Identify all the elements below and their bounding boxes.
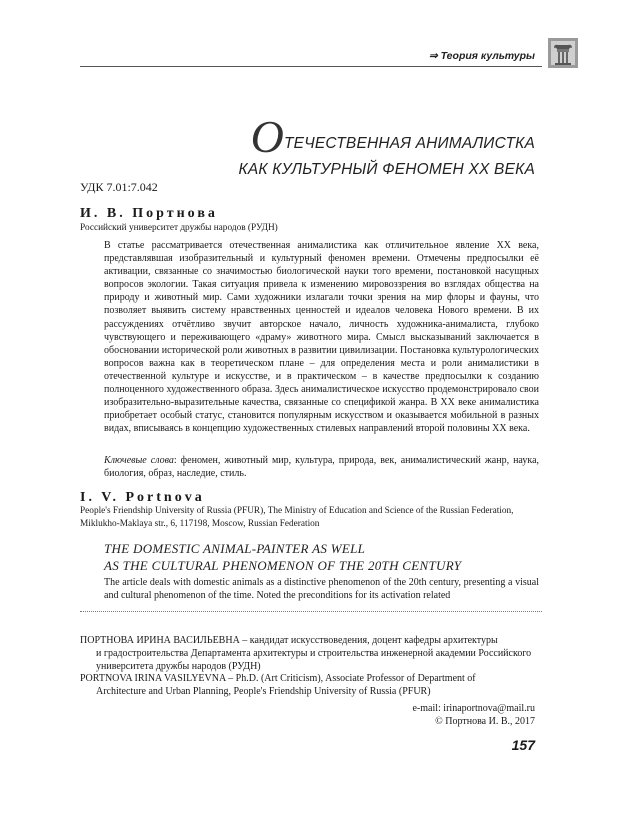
header-rule (80, 66, 542, 67)
author-en: I. V. Portnova (80, 490, 205, 505)
page-number: 157 (511, 737, 535, 753)
footnote-en-first: – Ph.D. (Art Criticism), Associate Professor of Department of (225, 673, 476, 684)
title-line-2: КАК КУЛЬТУРНЫЙ ФЕНОМЕН XX ВЕКА (238, 161, 535, 178)
keywords-label: Ключевые слова (104, 455, 174, 466)
footnote-ru-first: – кандидат искусствоведения, доцент кафедры архитектуры (239, 635, 498, 646)
title-en-line-2: AS THE CULTURAL PHENOMENON OF THE 20TH CENTURY (104, 558, 462, 573)
section-header: ⇒ Теория культуры (428, 50, 535, 62)
keywords-text: : феномен, животный мир, культура, природа, век, анималистический жанр, наука, биология, образ, наследие, стиль. (104, 455, 540, 480)
keywords-ru (104, 454, 539, 480)
title-en-line-1: THE DOMESTIC ANIMAL-PAINTER AS WELL (104, 541, 366, 556)
footnote-ru-name: ПОРТНОВА ИРИНА ВАСИЛЬЕВНА (80, 635, 240, 646)
email: e-mail: irinaportnova@mail.ru (412, 703, 535, 714)
footnote-en-name: PORTNOVA IRINA VASILYEVNA (80, 673, 226, 684)
footnote-ru-rest: и градостроительства Департамента архитектуры и строительства инженерной академии Российского университета дружбы народов (РУДН) (96, 648, 532, 672)
article-title (238, 111, 535, 180)
title-line-1: ТЕЧЕСТВЕННАЯ АНИМАЛИСТКА (283, 135, 535, 152)
footnote-en (80, 672, 542, 698)
footnote-divider (80, 611, 542, 612)
contact-block (412, 702, 535, 728)
affiliation-en: People's Friendship University of Russia (PFUR), The Ministry of Education and Science of the Russian Federation, Miklukho-Maklaya str., 6, 117198, Moscow, Russian Federation (80, 506, 514, 529)
abstract-ru-text: В статье рассматривается отечественная анималистика как отличительное явление XX века, представлявшая изобразительный и культурный феномен времени. Отмечены предпосылки её активации, связанные со значимостью биологической науки того времени, постановкой насущных вопросов экологии. Такая ситуация привела к изменению мировоззрения во взглядах общества на природу и животный мир. Сами художники излагали точки зрения на мир флоры и фауны, что позволяет выявить систему нравственных ценностей и идеалов человека Нового времени. В их рассуждениях отчётливо звучит авторское начало, личность художника-анималиста, глубоко чувствующего и переживающего «драму» животного мира. Смысл высказываний заключается в обосновании исторической роли животных в развитии цивилизации. Постановка культурологических вопросов важна как в теоретическом плане – для определения места и роли анималистики в отечественной культуре и искусстве, и в практическом – в качестве предпосылки к созданию полноценного художественного образа. Здесь анималистическое искусство продемонстрировало свои изобразительно-выразительные качества, связанные со спецификой жанра. В XX веке анималистика приобретает особый статус, становится популярным искусством и оказывается мобильной в разных видах, вписываясь в концепцию художественных стилевых направлений второй половины XX века. (104, 240, 539, 435)
abstract-ru (104, 239, 539, 435)
footnote-ru (80, 634, 542, 673)
affiliation-ru: Российский университет дружбы народов (РУДН) (80, 223, 278, 233)
author-ru: И. В. Портнова (80, 206, 218, 221)
copyright: © Портнова И. В., 2017 (435, 716, 535, 727)
abstract-en: The article deals with domestic animals as a distinctive phenomenon of the 20th century, presenting a visual and cultural phenomenon of the time. Noted the preconditions for its activation related (104, 577, 539, 602)
footnote-en-rest: Architecture and Urban Planning, People's Friendship University of Russia (PFUR) (96, 686, 431, 697)
column-capital-icon (548, 38, 578, 68)
title-en (104, 540, 461, 574)
title-initial: О (250, 111, 284, 162)
udk-code: УДК 7.01:7.042 (80, 180, 158, 194)
